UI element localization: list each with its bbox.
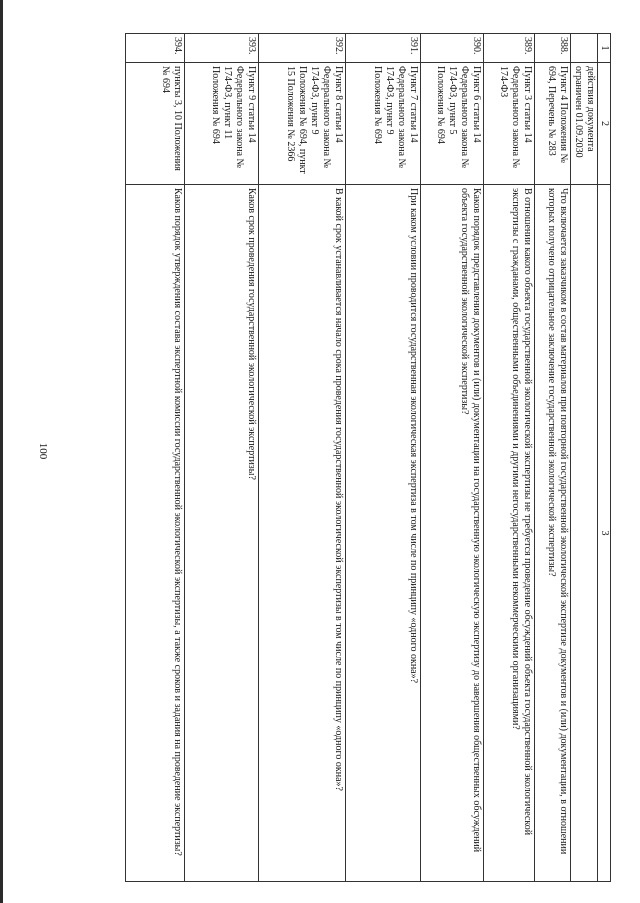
column-number: 2 bbox=[598, 63, 611, 185]
column-number-row bbox=[598, 34, 611, 882]
source-reference: Пункт 4 Положения № 694, Перечень № 283 bbox=[535, 63, 571, 185]
source-reference: Пункт 7 статьи 14 Федерального закона № 174-ФЗ, пункт 9 Положения № 694 bbox=[346, 63, 421, 185]
question-text: Каков порядок утверждения состава экспертной комиссии государственной экологической экспертизы, а также сроков и задания на проведение экспертизы? bbox=[126, 185, 185, 882]
questions-table bbox=[125, 33, 611, 882]
row-number: 391. bbox=[346, 34, 421, 63]
question-text: При каком условии проводится государственная экологическая экспертиза в том числе по принципу «одного окна»? bbox=[346, 185, 421, 882]
table-row bbox=[535, 34, 571, 882]
column-number: 3 bbox=[598, 185, 611, 882]
question-text: Каков порядок представления документов и (или) документации на государственную экологическую экспертизу до завершения общественных обсуждений объекта государственной экологической экспертизы? bbox=[421, 185, 484, 882]
page-number: 100 bbox=[37, 442, 49, 460]
source-reference: Пункт 6 статьи 14 Федерального закона № 174-ФЗ, пункт 5 Положения № 694 bbox=[421, 63, 484, 185]
source-reference: Пункт 3 статьи 14 Федерального закона № 174-ФЗ bbox=[484, 63, 535, 185]
continuation-row bbox=[571, 34, 598, 882]
scan-edge bbox=[0, 0, 3, 903]
table-row bbox=[484, 34, 535, 882]
source-reference: Пункт 9 статьи 14 Федерального закона № 174-ФЗ, пункт 11 Положения № 694 bbox=[185, 63, 259, 185]
table-row bbox=[421, 34, 484, 882]
column-number: 1 bbox=[598, 34, 611, 63]
row-number: 392. bbox=[259, 34, 346, 63]
row-number: 388. bbox=[535, 34, 571, 63]
continuation-text: действия документа ограничен 01.09.2030 bbox=[571, 63, 598, 185]
question-text: Что включается заказчиком в состав материалов при повторной государственной экологической экспертизе документов и (или) документации, в отношении которых получено отрицательное заключение государственной экологической экспертизы? bbox=[535, 185, 571, 882]
question-text: Каков срок проведения государственной экологической экспертизы? bbox=[185, 185, 259, 882]
question-text: В какой срок устанавливается начало срока проведения государственной экологической экспертизы в том числе по принципу «одного окна»? bbox=[259, 185, 346, 882]
table-row bbox=[185, 34, 259, 882]
row-number: 390. bbox=[421, 34, 484, 63]
row-number: 393. bbox=[185, 34, 259, 63]
source-reference: пункты 3, 10 Положения № 694 bbox=[126, 63, 185, 185]
row-number: 389. bbox=[484, 34, 535, 63]
source-reference: Пункт 8 статьи 14 Федерального закона № 174-ФЗ, пункт 9 Положения № 694, пункт 15 Положения № 2366 bbox=[259, 63, 346, 185]
table-row bbox=[346, 34, 421, 882]
table-row bbox=[126, 34, 185, 882]
question-text: В отношении какого объекта государственной экологической экспертизы не требуется проведение обсуждений объекта государственной экологической экспертизы с гражданами, общественными объединениями и другими негосударственными некоммерческими организациями? bbox=[484, 185, 535, 882]
table-row bbox=[259, 34, 346, 882]
rotated-page-content bbox=[111, 33, 611, 881]
row-number: 394. bbox=[126, 34, 185, 63]
